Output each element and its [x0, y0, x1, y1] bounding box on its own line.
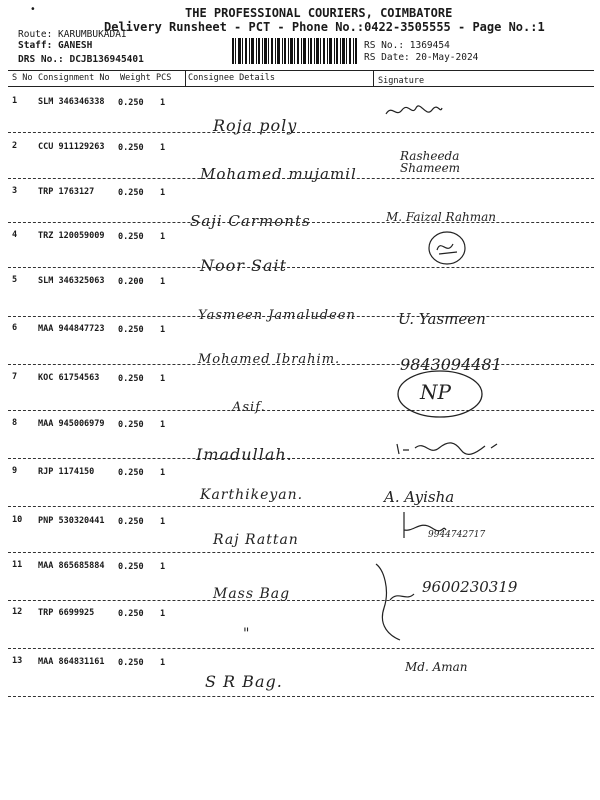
row-pcs: 1	[160, 325, 166, 335]
row-pcs: 1	[160, 609, 166, 619]
row-sno: 12	[12, 607, 23, 617]
row-consignment-no: TRP 1763127	[38, 187, 95, 197]
row-pcs: 1	[160, 517, 166, 527]
staff-label: Staff: GANESH	[18, 40, 93, 51]
row-divider	[8, 458, 594, 459]
row-pcs: 1	[160, 98, 166, 108]
row-sno: 13	[12, 656, 23, 666]
row-pcs: 1	[160, 420, 166, 430]
row-divider	[8, 506, 594, 507]
row-pcs: 1	[160, 374, 166, 384]
handwritten-name: Mass Bag	[213, 586, 291, 602]
row-sno: 7	[12, 372, 18, 382]
row-divider	[8, 648, 594, 649]
table-header-rule	[8, 86, 594, 87]
row-pcs: 1	[160, 143, 166, 153]
handwritten-name: "	[243, 626, 251, 642]
handwritten-name: S R Bag.	[205, 672, 283, 691]
row-sno: 4	[12, 230, 18, 240]
row-weight: 0.250	[118, 517, 144, 527]
row-consignment-no: MAA 865685884	[38, 561, 105, 571]
row-sno: 6	[12, 323, 18, 333]
handwritten-name: Karthikeyan.	[200, 487, 304, 503]
row-weight: 0.250	[118, 143, 144, 153]
row-weight: 0.250	[118, 609, 144, 619]
signature-scribble	[370, 560, 420, 642]
row-divider	[8, 267, 594, 268]
handwritten-name: Raj Rattan	[213, 532, 299, 548]
handwritten-name: Mohamed mujamil	[200, 165, 357, 183]
corner-mark: •	[30, 4, 36, 15]
handwritten-name: Saji Carmonts	[190, 212, 311, 230]
row-sno: 5	[12, 275, 18, 285]
drs-number: DRS No.: DCJB136945401	[18, 54, 144, 65]
column-divider	[373, 70, 374, 86]
signature-text: M. Faizal Rahman	[386, 210, 497, 224]
row-weight: 0.250	[118, 232, 144, 242]
signature-text: 9843094481	[400, 355, 502, 374]
row-pcs: 1	[160, 658, 166, 668]
row-sno: 2	[12, 141, 18, 151]
signature-text: Md. Aman	[405, 660, 468, 674]
rs-number: RS No.: 1369454	[364, 40, 450, 51]
row-sno: 1	[12, 96, 18, 106]
row-consignment-no: KOC 61754563	[38, 373, 100, 383]
column-header-signature: Signature	[378, 76, 425, 86]
row-divider	[8, 696, 594, 697]
row-consignment-no: RJP 1174150	[38, 467, 95, 477]
handwritten-name: Yasmeen Jamaludeen	[198, 308, 356, 323]
row-sno: 10	[12, 515, 23, 525]
row-weight: 0.250	[118, 658, 144, 668]
row-consignment-no: CCU 911129263	[38, 142, 105, 152]
row-sno: 11	[12, 560, 23, 570]
row-weight: 0.250	[118, 468, 144, 478]
column-header-consignee: Consignee Details	[188, 73, 275, 83]
row-weight: 0.250	[118, 188, 144, 198]
handwritten-name: Noor Sait	[200, 256, 288, 275]
signature-scribble	[384, 100, 444, 122]
row-weight: 0.200	[118, 277, 144, 287]
column-header-weight: Weight	[120, 73, 151, 83]
column-divider	[185, 70, 186, 86]
row-consignment-no: TRZ 120059009	[38, 231, 105, 241]
row-divider	[8, 132, 594, 133]
row-pcs: 1	[160, 562, 166, 572]
row-weight: 0.250	[118, 325, 144, 335]
row-divider	[8, 410, 594, 411]
rs-date: RS Date: 20-May-2024	[364, 52, 479, 63]
column-header-sno: S No	[12, 73, 33, 83]
signature-scribble	[395, 438, 499, 458]
company-name: THE PROFESSIONAL COURIERS, COIMBATORE	[185, 6, 453, 20]
handwritten-name: Asif.	[232, 400, 266, 415]
signature-text: A. Ayisha	[384, 488, 455, 506]
row-pcs: 1	[160, 468, 166, 478]
column-header-consignment: Consignment No	[38, 73, 110, 83]
route-label: Route: KARUMBUKADAI	[18, 29, 127, 40]
row-consignment-no: MAA 864831161	[38, 657, 105, 667]
handwritten-name: Mohamed Ibrahim.	[198, 352, 341, 367]
row-consignment-no: SLM 346325063	[38, 276, 105, 286]
row-sno: 8	[12, 418, 18, 428]
row-sno: 9	[12, 466, 18, 476]
row-weight: 0.250	[118, 98, 144, 108]
handwritten-name: Roja poly	[213, 116, 298, 135]
row-consignment-no: MAA 944847723	[38, 324, 105, 334]
runsheet-title: Delivery Runsheet - PCT - Phone No.:0422-3505555 - Page No.:1	[104, 20, 545, 34]
row-divider	[8, 552, 594, 553]
row-divider	[8, 600, 594, 601]
row-consignment-no: SLM 346346338	[38, 97, 105, 107]
row-consignment-no: MAA 945006979	[38, 419, 105, 429]
row-weight: 0.250	[118, 562, 144, 572]
row-pcs: 1	[160, 188, 166, 198]
row-weight: 0.250	[118, 420, 144, 430]
row-sno: 3	[12, 186, 18, 196]
signature-text: NP	[420, 380, 451, 404]
column-header-pcs: PCS	[156, 73, 172, 83]
signature-text: U. Yasmeen	[398, 310, 486, 328]
signature-text: 9944742717	[428, 530, 486, 540]
row-consignment-no: TRP 6699925	[38, 608, 95, 618]
signature-scribble	[425, 228, 469, 268]
table-top-rule	[8, 70, 594, 71]
row-consignment-no: PNP 530320441	[38, 516, 105, 526]
row-weight: 0.250	[118, 374, 144, 384]
signature-text: 9600230319	[422, 578, 518, 596]
handwritten-name: Imadullah.	[196, 445, 293, 464]
row-pcs: 1	[160, 232, 166, 242]
signature-text: Rasheeda Shameem	[400, 149, 461, 175]
barcode-image	[232, 38, 357, 64]
row-pcs: 1	[160, 277, 166, 287]
